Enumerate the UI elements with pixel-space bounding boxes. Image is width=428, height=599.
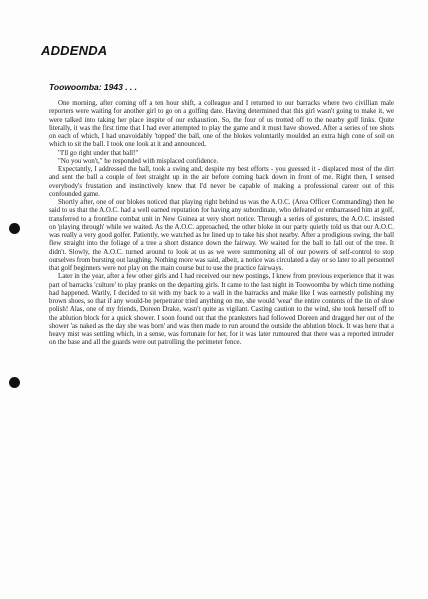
quote-under-ball: "I'll go right under that ball!" (58, 149, 139, 157)
page-heading: ADDENDA (41, 43, 108, 58)
body-text (49, 100, 394, 348)
section-subheading: Toowoomba: 1943 . . . (49, 82, 138, 92)
binder-hole-top (9, 223, 20, 234)
paragraph-aoc: Shortly after, one of our blokes noticed that playing right behind us was the A.O.C. (Area Officer Commanding) then he said to us that the A.O.C. had a well earned reputation for having any subordinate, who defeated or embarrassed him at golf, transferred to a frontline combat unit in New Guinea at very short notice. Through a series of gestures, the A.O.C. insisted on 'playing through' while we waited. As the A.O.C. approached, the other bloke in our party quietly told us that our A.O.C. was really a very good golfer. Patiently, we watched as he lined up to take his shot nearby. After a prodigious swing, the ball flew straight into the foliage of a tree a short distance down the fairway. We waited for the ball to fall out of the tree. It didn't. Slowly, the A.O.C. turned around to look at us as we were summoning all of our powers of self-control to stop ourselves from bursting out laughing. Nothing more was said, albeit, a notice was circulated a day or so later to all personnel that golf beginners were not play on the main course but to use the practice fairways. (49, 199, 394, 272)
quote-no-you-wont: "No you won't," he responded with misplaced confidence. (58, 157, 219, 165)
paragraph-golf-date: One morning, after coming off a ten hour shift, a colleague and I returned to our barracks where two civillian male reporters were waiting for another girl to go on a golfing date. Having determined that this girl wasn't going to make it, we were talked into taking her place inspite of our exhaustion. So, the four of us trotted off to the nearby golf links. Quite literally, it was the first time that I had ever attempted to play the game and it must have showed. After a series of tee shots on each of which, I had unavoidably 'topped' the ball, one of the blokes voluntarily moulded an extra high cone of soil on which to sit the ball. I took one look at it and announced, (49, 100, 394, 149)
binder-hole-bottom (9, 377, 20, 388)
paragraph-prank: Later in the year, after a few other girls and I had received our new postings, I knew from previous experience that it was part of barracks 'culture' to play pranks on the departing girls. It came to the last night in Toowoomba by which time nothing had happened. Warily, I decided to sit with my back to a wall in the barracks and make like I was earnestly polishing my brown shoes, so that if any would-be perpetrator tried anything on me, she would 'wear' the entire contents of the tin of shoe polish! Alas, one of my friends, Doreen Drake, wasn't quite as vigilant. Casting caution to the wind, she took herself off to the ablution block for a quick shower. I soon found out that the pranksters had followed Doreen and dragged her out of the shower 'as naked as the day she was born' and was then made to run around the outside the ablution block. It was here that a heavy mist was settling which, in a sense, was fortunate for her, for it was later rumoured that there was a reported intruder on the base and all the guards were out patrolling the perimeter fence. (49, 273, 394, 347)
paragraph-the-swing: Expectantly, I addressed the ball, took a swing and, despite my best efforts - you guessed it - displaced most of the dirt and sent the ball a couple of feet straight up in the air before coming back down in front of me. Right then, I sensed everybody's frustation and instinctively knew that I'd never be capable of making a professional career out of this confounded game. (49, 166, 394, 198)
